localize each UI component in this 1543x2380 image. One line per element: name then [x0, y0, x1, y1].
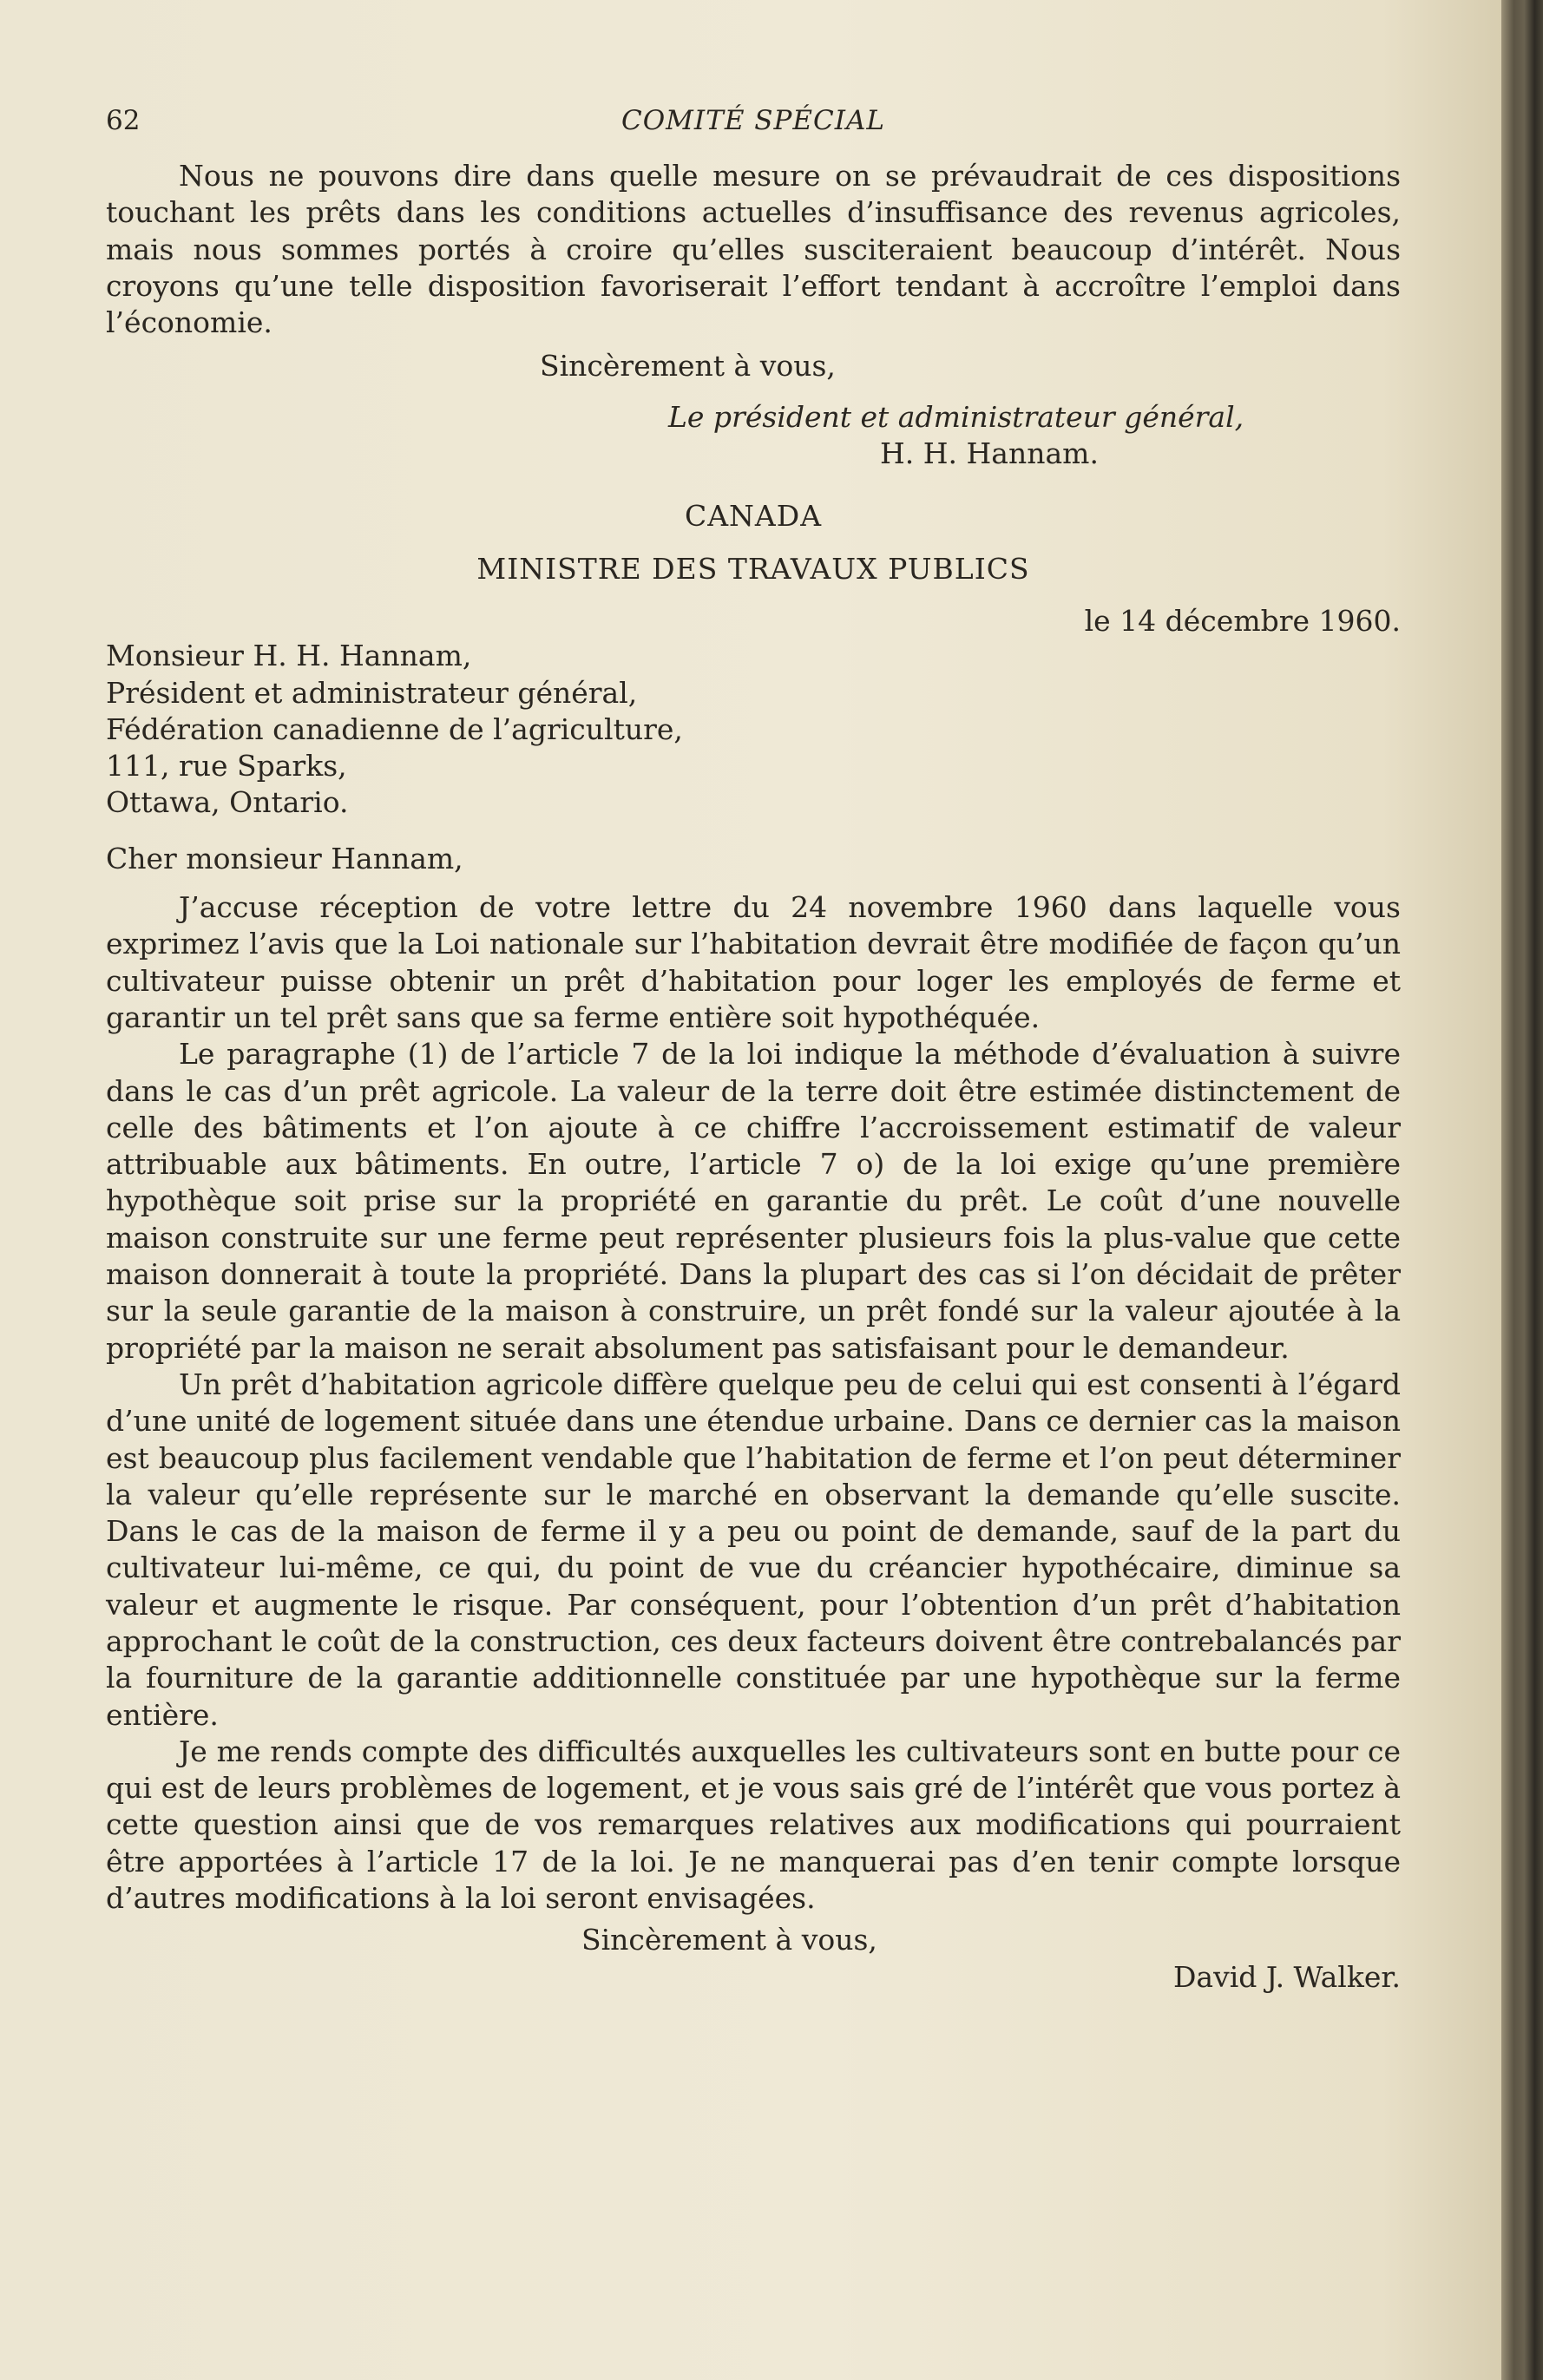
letter2-paragraph-1: J’accuse réception de votre lettre du 24 novembre 1960 dans laquelle vous exprimez l’avis que la Loi nationale sur l’habitation devrait être modifiée de façon qu’un cultivateur puisse obtenir un prêt d’habitation pour loger les employés de ferme et garantir un tel prêt sans que sa ferme entière soit hypothéquée.	[106, 890, 1401, 1034]
letter1-signature-name: H. H. Hannam.	[880, 436, 1099, 471]
page-number: 62	[106, 105, 141, 136]
letter2-heading-country: CANADA	[684, 499, 823, 534]
letter2-salutation: Cher monsieur Hannam,	[106, 841, 463, 875]
letter2-paragraph-2: Le paragraphe (1) de l’article 7 de la loi indique la méthode d’évaluation à suivre dans le cas d’un prêt agricole. La valeur de la terre doit être estimée distinctement de celle des bâtiments et l’on ajoute à ce chiffre l’accroissement estimatif de valeur attribuable aux bâtiments. En outre, l’article 7 o) de la loi exige qu’une première hypothèque soit prise sur la propriété en garantie du prêt. Le coût d’une nouvelle maison construite sur une ferme peut représenter plusieurs fois la plus-value que cette maison donnerait à toute la propriété. Dans la plupart des cas si l’on décidait de prêter sur la seule garantie de la maison à construire, un prêt fondé sur la valeur ajoutée à la propriété par la maison ne serait absolument pas satisfaisant pour le demandeur.	[106, 1037, 1401, 1365]
letter2-date: le 14 décembre 1960.	[1084, 603, 1401, 638]
address-line: 111, rue Sparks,	[106, 749, 347, 783]
address-line: Ottawa, Ontario.	[106, 785, 349, 820]
letter2-signature: David J. Walker.	[1172, 1959, 1401, 1994]
running-header	[106, 102, 1401, 158]
letter2-address-block	[106, 638, 1401, 821]
running-title: COMITÉ SPÉCIAL	[621, 105, 885, 136]
letter1-paragraph: Nous ne pouvons dire dans quelle mesure on se prévaudrait de ces dispositions touchant les prêts dans les conditions actuelles d’insuffisance des revenus agricoles, mais nous sommes portés à croire qu’elles susciteraient beaucoup d’intérêt. Nous croyons qu’une telle disposition favoriserait l’effort tendant à accroître l’emploi dans l’économie.	[106, 159, 1401, 340]
letter2-heading-ministry: MINISTRE DES TRAVAUX PUBLICS	[476, 551, 1030, 586]
letter2-closing: Sincèrement à vous,	[581, 1923, 877, 1957]
document-page	[106, 102, 1401, 1996]
letter2-paragraph-4: Je me rends compte des difficultés auxquelles les cultivateurs sont en butte pour ce qui est de leurs problèmes de logement, et je vous sais gré de l’intérêt que vous portez à cette question ainsi que de vos remarques relatives aux modifications qui pourraient être apportées à l’article 17 de la loi. Je ne manquerai pas d’en tenir compte lorsque d’autres modifications à la loi seront envisagées.	[106, 1734, 1401, 1916]
letter1-signature-title: Le président et administrateur général,	[668, 399, 1244, 434]
address-line: Fédération canadienne de l’agriculture,	[106, 711, 683, 746]
letter2-paragraph-3: Un prêt d’habitation agricole diffère quelque peu de celui qui est consenti à l’égard d’une unité de logement située dans une étendue urbaine. Dans ce dernier cas la maison est beaucoup plus facilement vendable que l’habitation de ferme et l’on peut déterminer la valeur qu’elle représente sur le marché en observant la demande qu’elle suscite. Dans le cas de la maison de ferme il y a peu ou point de demande, sauf de la part du cultivateur lui-même, ce qui, du point de vue du créancier hypothécaire, diminue sa valeur et augmente le risque. Par conséquent, pour l’obtention d’un prêt d’habitation approchant le coût de la construction, ces deux facteurs doivent être contrebalancés par la fourniture de la garantie additionnelle constituée par une hypothèque sur la ferme entière.	[106, 1367, 1401, 1732]
address-line: Président et administrateur général,	[106, 675, 638, 710]
letter1-closing: Sincèrement à vous,	[540, 349, 836, 384]
book-binding-edge	[1501, 0, 1543, 2380]
address-line: Monsieur H. H. Hannam,	[106, 639, 472, 673]
